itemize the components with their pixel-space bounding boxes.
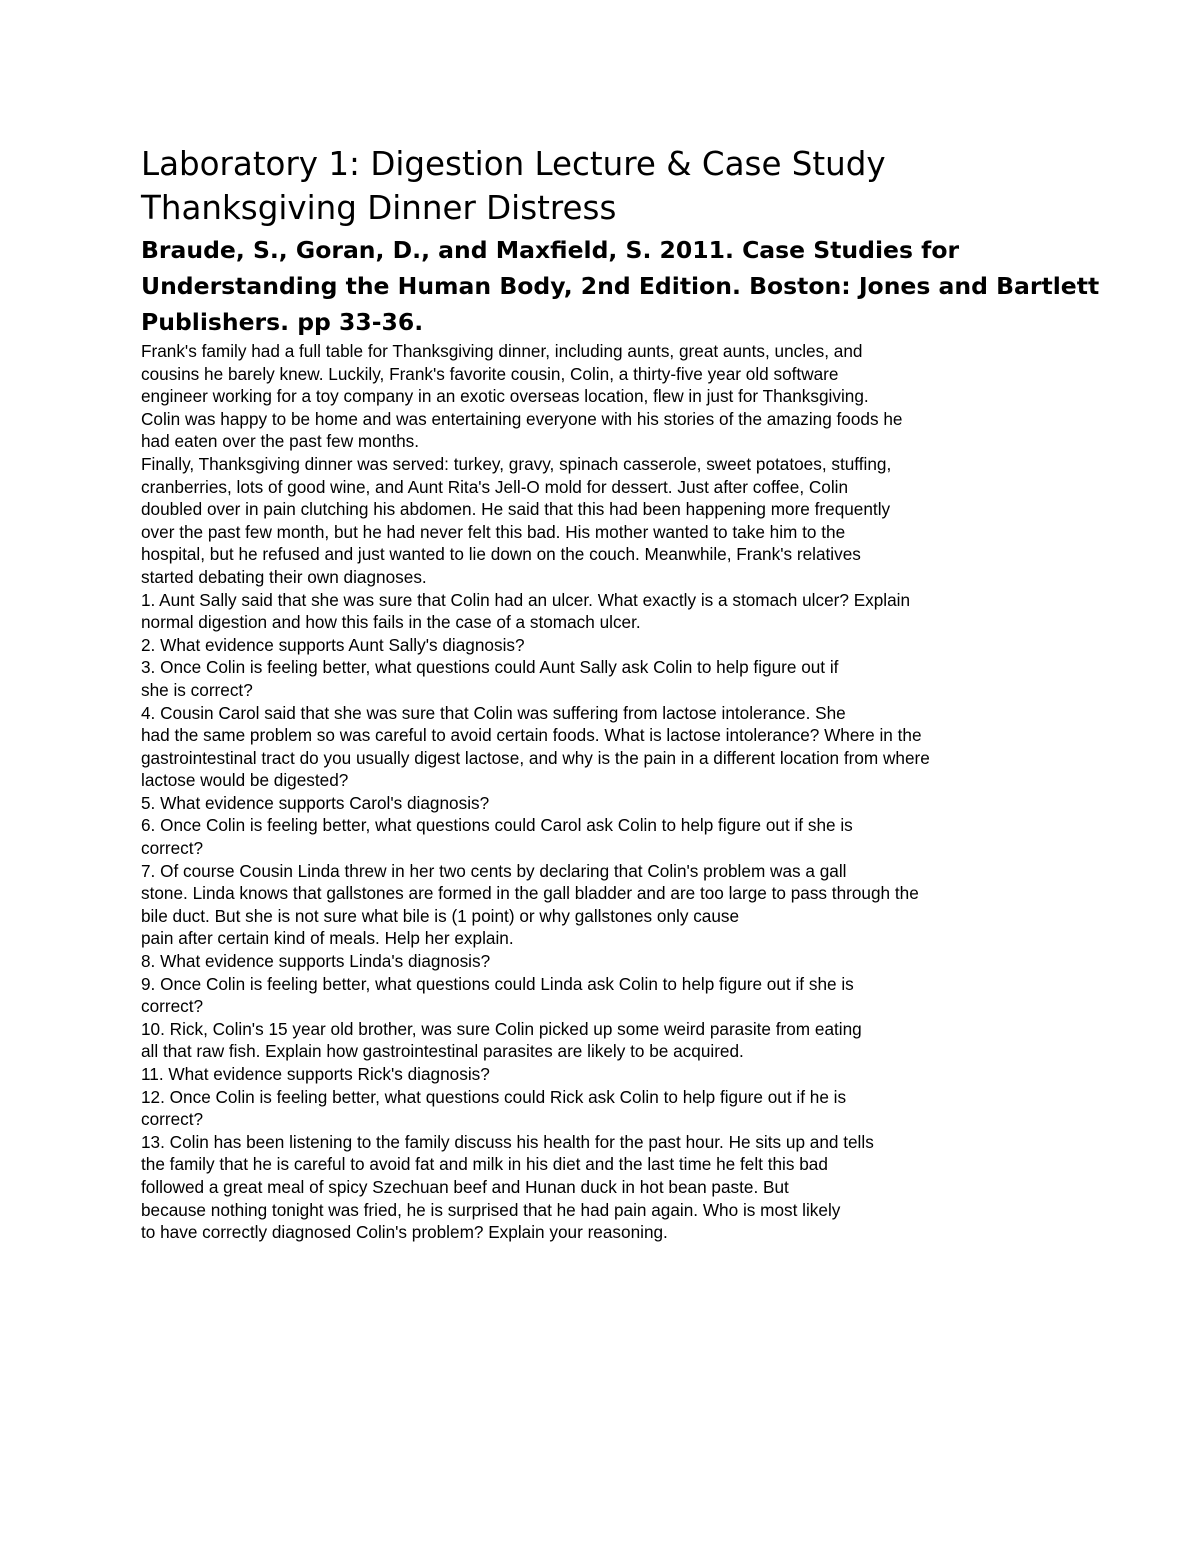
citation-line: Braude, S., Goran, D., and Maxfield, S. 2011. Case Studies for: [141, 236, 960, 264]
body-text-line: cranberries, lots of good wine, and Aunt Rita's Jell-O mold for dessert. Just after coffee, Colin: [141, 476, 849, 497]
body-text-line: gastrointestinal tract do you usually digest lactose, and why is the pain in a different location from where: [141, 747, 930, 768]
body-text-line: lactose would be digested?: [141, 770, 349, 791]
body-text-line: 13. Colin has been listening to the family discuss his health for the past hour. He sits up and tells: [141, 1131, 874, 1152]
body-text-line: normal digestion and how this fails in the case of a stomach ulcer.: [141, 612, 641, 633]
body-text-line: bile duct. But she is not sure what bile is (1 point) or why gallstones only cause: [141, 905, 740, 926]
body-text-line: 2. What evidence supports Aunt Sally's diagnosis?: [141, 634, 525, 655]
document-content: [141, 142, 1100, 1244]
body-text-line: stone. Linda knows that gallstones are formed in the gall bladder and are too large to pass through the: [141, 883, 919, 904]
body-text-line: correct?: [141, 1109, 204, 1130]
body-text-line: hospital, but he refused and just wanted to lie down on the couch. Meanwhile, Frank's relatives: [141, 544, 861, 565]
body-text-line: doubled over in pain clutching his abdomen. He said that this had been happening more frequently: [141, 499, 891, 520]
body-text-line: 10. Rick, Colin's 15 year old brother, was sure Colin picked up some weird parasite from eating: [141, 1018, 862, 1039]
citation-line: Understanding the Human Body, 2nd Edition. Boston: Jones and Bartlett: [141, 272, 1100, 300]
citation-line: Publishers. pp 33-36.: [141, 308, 424, 336]
body-text-line: 12. Once Colin is feeling better, what questions could Rick ask Colin to help figure out if he is: [141, 1086, 847, 1107]
title-line: Thanksgiving Dinner Distress: [141, 189, 617, 227]
document-title: [141, 142, 1061, 230]
body-text-line: 5. What evidence supports Carol's diagnosis?: [141, 792, 490, 813]
body-text-line: 8. What evidence supports Linda's diagnosis?: [141, 951, 491, 972]
body-text-line: 11. What evidence supports Rick's diagnosis?: [141, 1064, 490, 1084]
body-text-line: pain after certain kind of meals. Help her explain.: [141, 928, 514, 949]
body-text-line: Finally, Thanksgiving dinner was served: turkey, gravy, spinach casserole, sweet potatoes, stuffing,: [141, 453, 892, 474]
body-text-line: because nothing tonight was fried, he is surprised that he had pain again. Who is most likely: [141, 1199, 841, 1220]
body-text-line: to have correctly diagnosed Colin's problem? Explain your reasoning.: [141, 1222, 668, 1243]
body-text-line: 1. Aunt Sally said that she was sure that Colin had an ulcer. What exactly is a stomach ulcer? Explain: [141, 589, 911, 610]
body-text-line: started debating their own diagnoses.: [141, 566, 427, 587]
body-text-line: cousins he barely knew. Luckily, Frank's favorite cousin, Colin, a thirty-five year old software: [141, 363, 839, 384]
body-text-line: engineer working for a toy company in an exotic overseas location, flew in just for Thanksgiving.: [141, 386, 869, 407]
title-line: Laboratory 1: Digestion Lecture & Case Study: [141, 145, 886, 183]
body-text-line: all that raw fish. Explain how gastrointestinal parasites are likely to be acquired.: [141, 1041, 744, 1062]
body-text-line: 4. Cousin Carol said that she was sure that Colin was suffering from lactose intolerance. She: [141, 702, 846, 723]
body-text-line: Colin was happy to be home and was entertaining everyone with his stories of the amazing foods he: [141, 408, 903, 429]
body-text-line: over the past few month, but he had never felt this bad. His mother wanted to take him to the: [141, 521, 846, 542]
body-text-line: 3. Once Colin is feeling better, what questions could Aunt Sally ask Colin to help figure out if: [141, 657, 839, 678]
body-text-line: 6. Once Colin is feeling better, what questions could Carol ask Colin to help figure out if she is: [141, 815, 853, 836]
body-text-line: she is correct?: [141, 679, 253, 700]
body-text-line: correct?: [141, 838, 204, 859]
case-study-text: [141, 340, 1061, 1244]
body-text-line: followed a great meal of spicy Szechuan beef and Hunan duck in hot bean paste. But: [141, 1176, 789, 1197]
body-text-line: the family that he is careful to avoid fat and milk in his diet and the last time he felt this bad: [141, 1154, 828, 1175]
body-text-line: had the same problem so was careful to avoid certain foods. What is lactose intolerance? Where in the: [141, 725, 922, 746]
body-text-line: Frank's family had a full table for Thanksgiving dinner, including aunts, great aunts, uncles, and: [141, 341, 863, 361]
body-text-line: 9. Once Colin is feeling better, what questions could Linda ask Colin to help figure out if she is: [141, 973, 854, 994]
body-text-line: correct?: [141, 996, 204, 1017]
body-text-line: had eaten over the past few months.: [141, 431, 420, 452]
citation: [141, 232, 1100, 340]
body-text-line: 7. Of course Cousin Linda threw in her two cents by declaring that Colin's problem was a gall: [141, 860, 847, 881]
